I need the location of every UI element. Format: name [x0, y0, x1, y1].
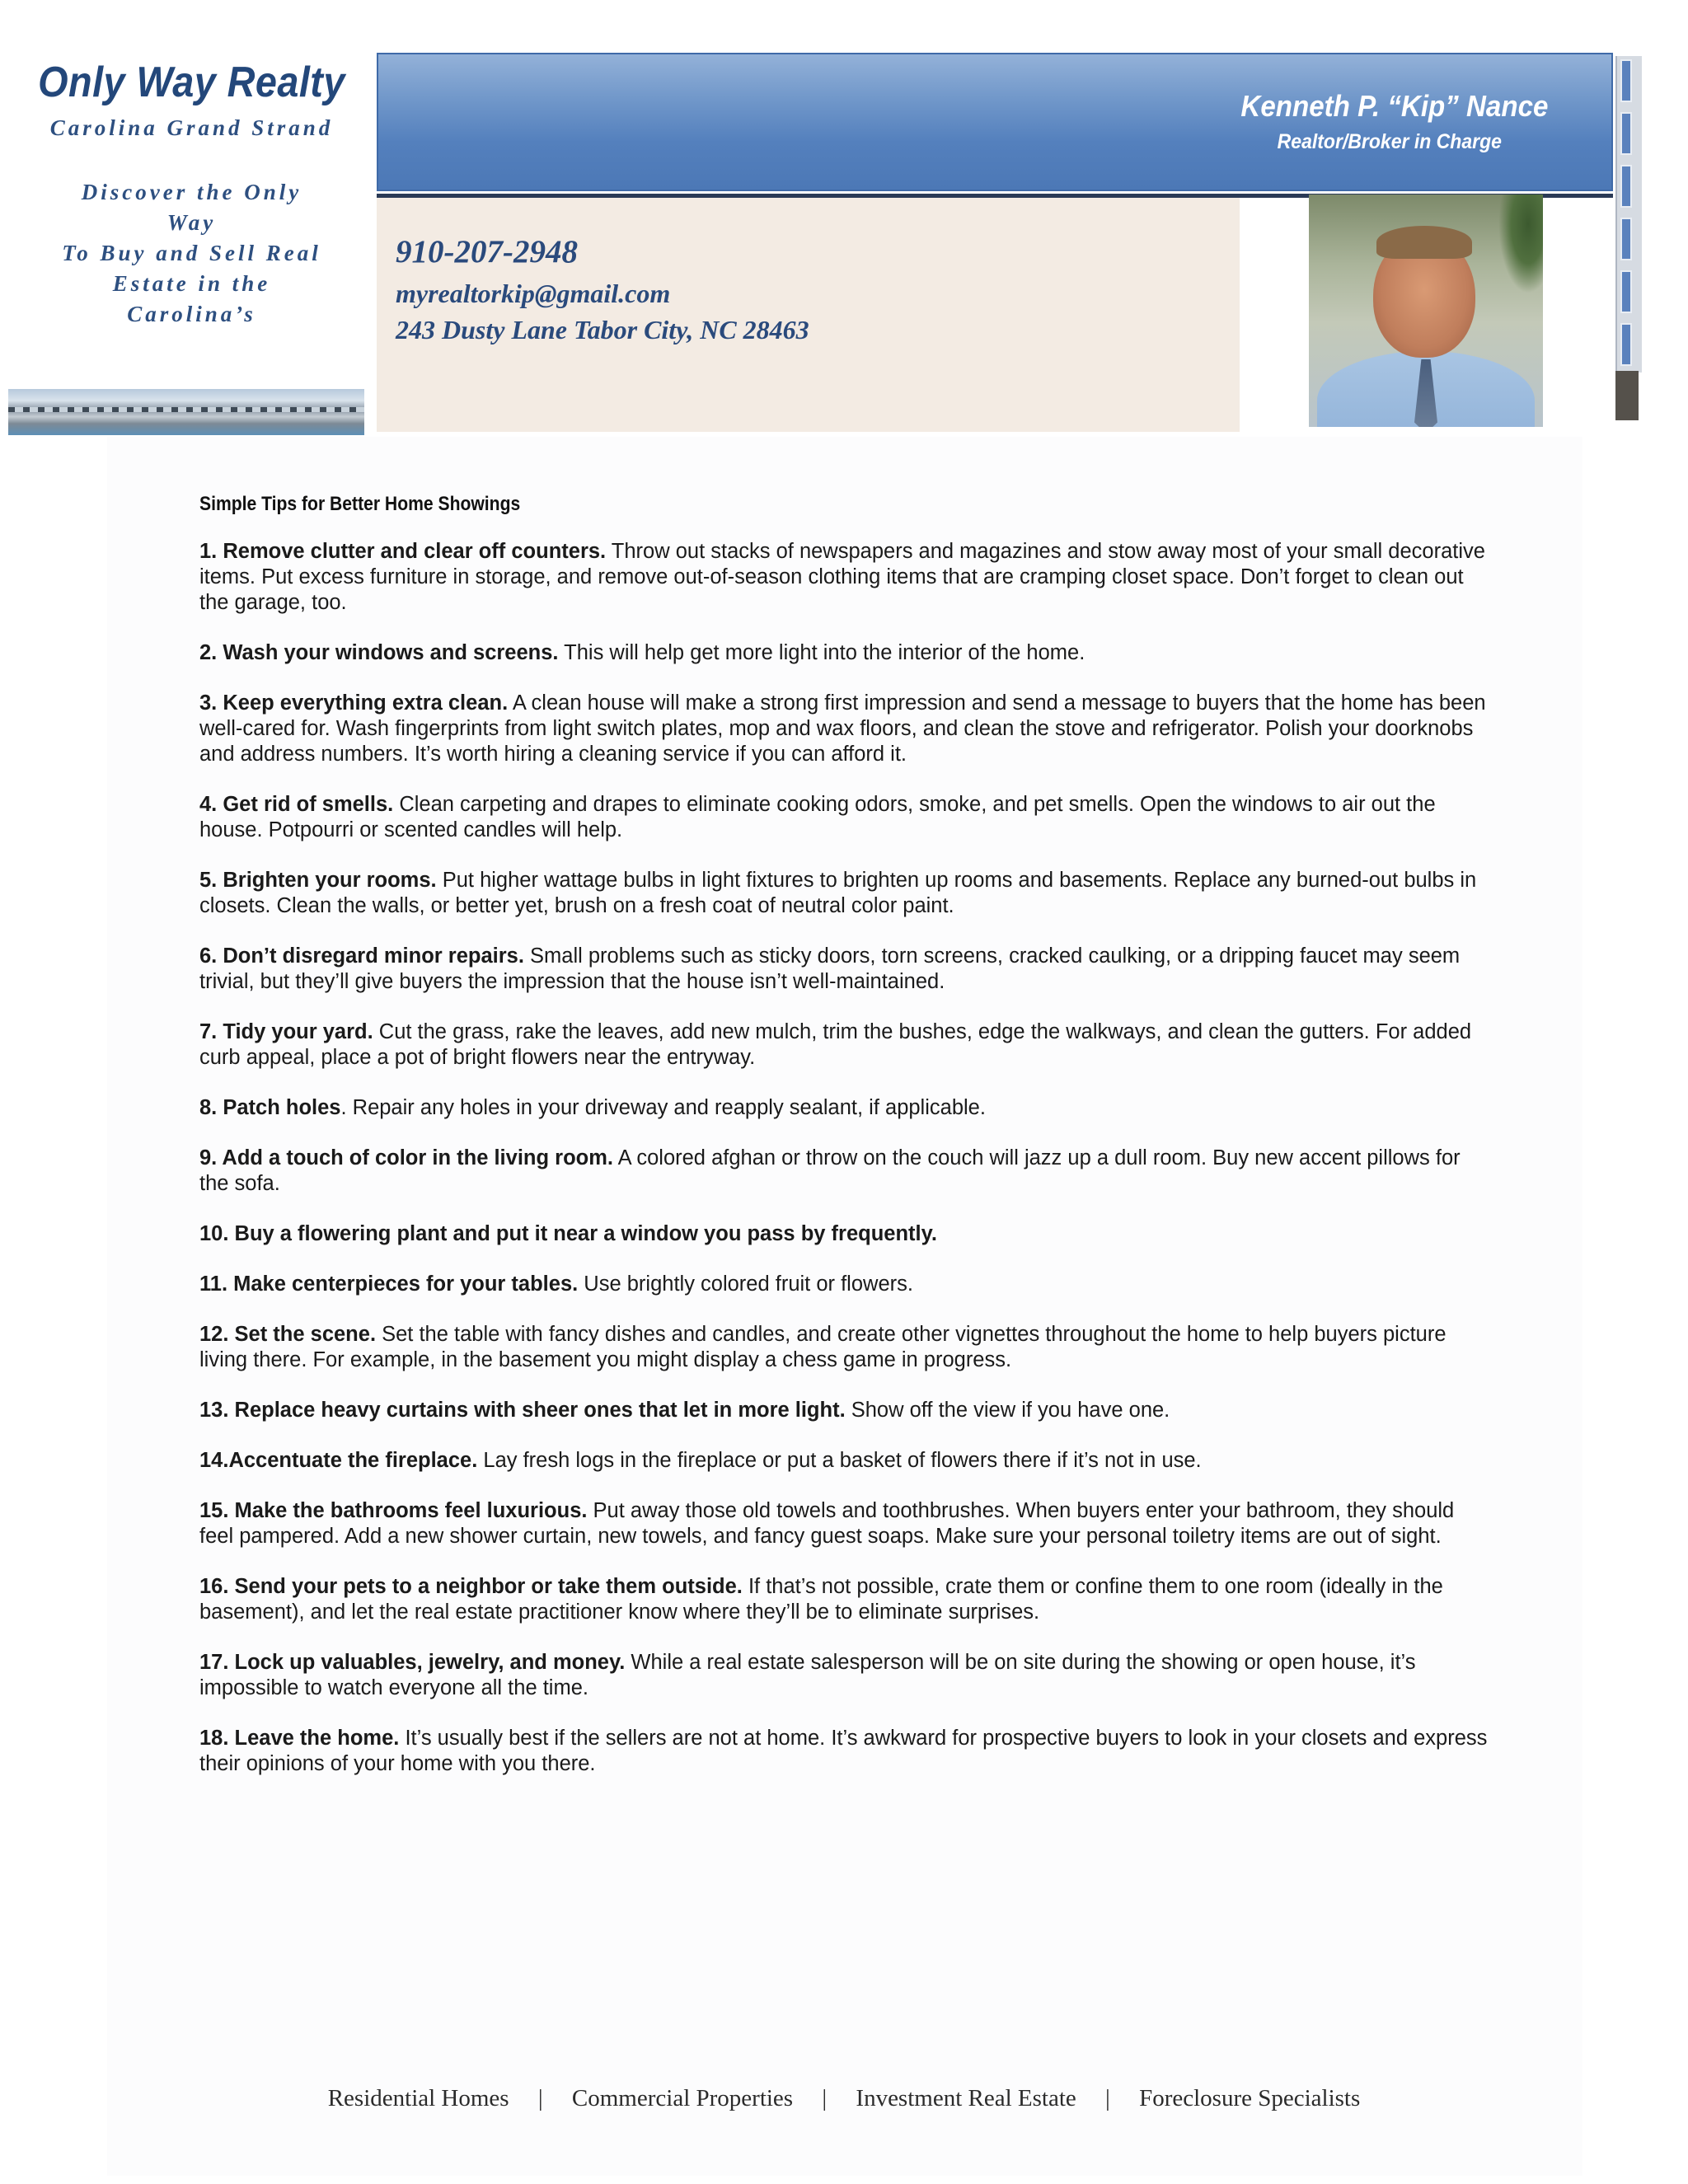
beach-photo-strip — [8, 389, 364, 435]
tips-list — [199, 539, 1493, 1777]
email-link[interactable]: myrealtorkip@gmail.com — [396, 279, 671, 308]
tip-heading: 7. Tidy your yard. — [199, 1020, 373, 1043]
tip-heading: 16. Send your pets to a neighbor or take them outside. — [199, 1575, 743, 1598]
tip-item — [199, 1322, 1493, 1373]
brand-subtitle: Carolina Grand Strand — [49, 115, 334, 140]
tip-heading: 4. Get rid of smells. — [199, 793, 394, 816]
tip-item — [199, 1221, 1493, 1247]
tagline-line: Estate in the — [112, 271, 271, 296]
tip-body: While a real estate salesperson will be on site during the showing or open house, it’s impossible to watch everyone all the time. — [199, 1651, 1416, 1699]
tip-item — [199, 1272, 1493, 1297]
tip-heading: 15. Make the bathrooms feel luxurious. — [199, 1499, 588, 1522]
tip-item — [199, 868, 1493, 919]
tip-body: . Repair any holes in your driveway and reapply sealant, if applicable. — [340, 1096, 986, 1119]
tip-body: Small problems such as sticky doors, torn screens, cracked caulking, or a dripping faucet may seem trivial, but they’ll give buyers the impression that the house isn’t well-maintained. — [199, 944, 1461, 993]
tip-body: A clean house will make a strong first impression and send a message to buyers that the home has been well-cared for. Wash fingerprints from light switch plates, mop and wax floors, and clean the stove and refrigerator. Polish your doorknobs and address numbers. It’s worth hiring a cleaning service if you can afford it. — [199, 691, 1486, 766]
office-address: 243 Dusty Lane Tabor City, NC 28463 — [396, 315, 809, 344]
tip-heading: 17. Lock up valuables, jewelry, and money. — [199, 1651, 626, 1674]
tip-body: Put higher wattage bulbs in light fixtures to brighten up rooms and basements. Replace any burned-out bulbs in closets. Clean the walls, or better yet, brush on a fresh coat of neutral color paint. — [199, 869, 1477, 917]
side-tab — [1620, 218, 1632, 260]
contact-info — [396, 229, 809, 348]
footer-item-foreclosure: Foreclosure Specialists — [1139, 2085, 1361, 2111]
side-dark-block — [1615, 371, 1639, 420]
tip-body: Cut the grass, rake the leaves, add new mulch, trim the bushes, edge the walkways, and clean the gutters. For added curb appeal, place a pot of bright flowers near the entryway. — [199, 1020, 1472, 1069]
photo-hair — [1376, 226, 1472, 259]
footer-separator: | — [537, 2085, 543, 2111]
agent-name: Kenneth P. “Kip” Nance — [1240, 89, 1548, 123]
agent-role: Realtor/Broker in Charge — [1277, 130, 1502, 153]
tip-item — [199, 1726, 1493, 1777]
tip-heading: 11. Make centerpieces for your tables. — [199, 1272, 579, 1296]
brand-block — [0, 58, 383, 330]
tip-item — [199, 1019, 1493, 1071]
section-title: Simple Tips for Better Home Showings — [199, 493, 521, 515]
tip-item — [199, 539, 1493, 616]
tip-body: Use brightly colored fruit or flowers. — [578, 1272, 913, 1296]
tip-item — [199, 1574, 1493, 1625]
footer-separator: | — [1105, 2085, 1110, 2111]
tip-item — [199, 1498, 1493, 1549]
side-tab — [1620, 112, 1632, 155]
tip-body: A colored afghan or throw on the couch will jazz up a dull room. Buy new accent pillows for the sofa. — [199, 1146, 1461, 1195]
tip-heading: 6. Don’t disregard minor repairs. — [199, 944, 524, 968]
tip-item — [199, 1095, 1493, 1121]
side-tab — [1620, 270, 1632, 313]
tip-heading: 14.Accentuate the fireplace. — [199, 1449, 478, 1472]
tagline-line: To Buy and Sell Real — [62, 241, 321, 265]
tip-heading: 2. Wash your windows and screens. — [199, 641, 559, 664]
tip-item — [199, 691, 1493, 767]
tip-heading: 5. Brighten your rooms. — [199, 869, 437, 892]
tip-heading: 3. Keep everything extra clean. — [199, 691, 509, 715]
tip-heading: 9. Add a touch of color in the living room. — [199, 1146, 613, 1169]
tip-body: Throw out stacks of newspapers and magazines and stow away most of your small decorative items. Put excess furniture in storage, and remove out-of-season clothing items that are cramping closet space. Don’t forget to clean out the garage, too. — [199, 540, 1485, 614]
footer-services — [0, 2085, 1688, 2112]
tip-body: It’s usually best if the sellers are not at home. It’s awkward for prospective buyers to look in your closets and express their opinions of your home with you there. — [199, 1727, 1488, 1775]
tip-heading: 1. Remove clutter and clear off counters. — [199, 540, 607, 563]
tip-heading: 8. Patch holes — [199, 1096, 341, 1119]
tip-item — [199, 1398, 1493, 1423]
tip-body: Show off the view if you have one. — [845, 1399, 1170, 1422]
tip-item — [199, 1146, 1493, 1197]
tip-body: This will help get more light into the interior of the home. — [558, 641, 1085, 664]
tagline-line: Carolina’s — [127, 302, 256, 326]
agent-photo — [1309, 194, 1543, 427]
tip-body: Clean carpeting and drapes to eliminate cooking odors, smoke, and pet smells. Open the windows to air out the house. Potpourri or scented candles will help. — [199, 793, 1436, 841]
tip-item — [199, 1650, 1493, 1701]
tip-heading: 13. Replace heavy curtains with sheer ones that let in more light. — [199, 1399, 846, 1422]
tip-body: Lay fresh logs in the fireplace or put a basket of flowers there if it’s not in use. — [477, 1449, 1202, 1472]
tip-item — [199, 792, 1493, 843]
tip-body: If that’s not possible, crate them or confine them to one room (ideally in the basement), and let the real estate practitioner know where they’ll be to eliminate surprises. — [199, 1575, 1443, 1624]
tip-heading: 18. Leave the home. — [199, 1727, 400, 1750]
footer-item-commercial: Commercial Properties — [571, 2085, 794, 2111]
phone-number[interactable]: 910-207-2948 — [396, 234, 578, 269]
palm-tree-background — [1498, 194, 1543, 293]
side-tab — [1620, 59, 1632, 102]
tip-item — [199, 1448, 1493, 1474]
footer-item-investment: Investment Real Estate — [856, 2085, 1076, 2111]
side-tab — [1620, 165, 1632, 208]
tip-body: Put away those old towels and toothbrushes. When buyers enter your bathroom, they should feel pampered. Add a new shower curtain, new towels, and fancy guest soaps. Make sure your personal toiletry items are out of sight. — [199, 1499, 1455, 1548]
side-tab — [1620, 323, 1632, 366]
tip-body: Set the table with fancy dishes and candles, and create other vignettes throughout the home to help buyers picture living there. For example, in the basement you might display a chess game in progress. — [199, 1323, 1447, 1371]
footer-item-residential: Residential Homes — [327, 2085, 509, 2111]
tip-item — [199, 640, 1493, 666]
tips-content — [199, 493, 1493, 1802]
tip-heading: 10. Buy a flowering plant and put it near a window you pass by frequently. — [199, 1222, 937, 1245]
footer-separator: | — [822, 2085, 828, 2111]
tip-item — [199, 944, 1493, 995]
brand-tagline — [56, 177, 328, 330]
tip-heading: 12. Set the scene. — [199, 1323, 377, 1346]
tagline-line: Discover the Only Way — [81, 180, 302, 235]
brand-title: Only Way Realty — [38, 59, 345, 106]
